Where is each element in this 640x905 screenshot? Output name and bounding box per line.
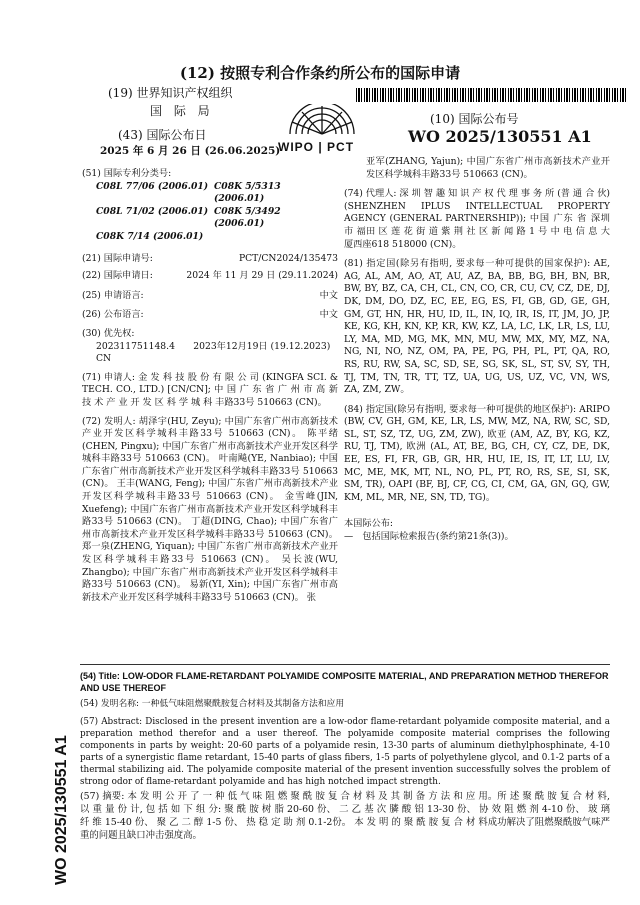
priority-label: (30) 优先权: (82, 327, 135, 339)
publication-number-value: WO 2025/130551 A1 (408, 127, 592, 146)
document-title: (12) 按照专利合作条约所公布的国际申请 (179, 64, 461, 82)
inventors: (72) 发明人: 胡泽宇(HU, Zeyu); 中国广东省广州市高新技术产业开发区科学城科丰路33号 510663 (CN)。 陈平绪(CHEN, Pingxu); 中国广东省广州市高新技术产业开发区科学城科丰路33号 510663 (CN)。 叶南飚(YE, Nanbiao); 中国广东省广州市高新技术产业开发区科学城科丰路33号 510663 (CN)。 王丰(WANG, Feng); 中国广东省广州市高新技术产业开发区科学城科丰路33号 510663 (CN)。 金雪峰(JIN, Xuefeng); 中国广东省广州市高新技术产业开发区科学城科丰路33号 510663 (CN)。 丁超(DING, Chao); 中国广东省广州市高新技术产业开发区科学城科丰路33号 510663 (CN)。 郑一泉(ZHENG, Yiquan); 中国广东省广州市高新技术产业开发区科学城科丰路33号 510663 (CN)。 吴长波(WU, Zhangbo); 中国广东省广州市高新技术产业开发区科学城科丰路33号 510663 (CN)。 易新(YI, Xin); 中国广东省广州市高新技术产业开发区科学城科丰路33号 510663 (CN)。 张 (82, 415, 338, 603)
side-publication-number-text: WO 2025/130551 A1 (53, 735, 70, 885)
abstract-english: (57) Abstract: Disclosed in the present invention are a low-odor flame-retardant polyamide composite material, and a preparation method therefor and a user thereof. The polyamide composite material comprises the following components in parts by weight: 20-60 parts of a polyamide resin, 13-30 parts of aluminum diethylphosphinate, 4-10 parts of a synergistic flame retardant, 15-40 parts of glass fibers, 1-5 parts of polyethylene glycol, and 0.1-2 parts of a thermal stabilizing aid. The polyamide composite material of the present invention successfully solves the problem of strong odor of flame-retardant polyamide and has high notched impact strength. (80, 717, 610, 787)
organization-name: (19) 世界知识产权组织 (108, 86, 233, 100)
application-number-label: (21) 国际申请号: (82, 252, 153, 264)
ipc-label: (51) 国际专利分类号: (82, 168, 172, 179)
filing-language-label: (25) 申请语言: (82, 289, 144, 301)
filing-language-row (82, 290, 338, 303)
filing-language-value: 中文 (319, 289, 338, 301)
publication-language-label: (26) 公布语言: (82, 309, 144, 321)
ipc-code: C08K 5/5313 (2006.01) (214, 180, 281, 205)
ipc-code: C08K 5/3492 (2006.01) (214, 205, 281, 230)
publication-language-row (82, 309, 338, 322)
applicant: (71) 申请人: 金 发 科 技 股 份 有 限 公 司 (KINGFA SCI. & TECH. CO., LTD.) [CN/CN]; 中 国 广 东 省 广 州 市 高 新 技 术 产 业 开 发 区 科 学 城 科 丰路33号 510663 (CN)。 (82, 371, 338, 408)
wipo-pct-logo-text: WIPO | PCT (278, 140, 355, 154)
priority-value: 202311751148.4 2023年12月19日 (19.12.2023) CN (96, 340, 331, 365)
filing-date-row (82, 270, 338, 283)
published-item: — 包括国际检索报告(条约第21条(3))。 (344, 531, 514, 543)
designated-states-national: (81) 指定国(除另有指明, 要求每一种可提供的国家保护): AE, AG, AL, AM, AO, AT, AU, AZ, BA, BB, BG, BH, BN, BR, BW, BY, BZ, CA, CH, CL, CN, CO, CR, CU, CV, CZ, DE, DJ, DK, DM, DO, DZ, EC, EE, EG, ES, FI, GB, GD, GE, GH, GM, GT, HN, HR, HU, ID, IL, IN, IQ, IR, IS, IT, JM, JO, JP, KE, KG, KH, KN, KP, KR, KW, KZ, LA, LC, LK, LR, LS, LU, LY, MA, MD, MG, MK, MN, MU, MW, MX, MY, MZ, NA, NG, NI, NO, NZ, OM, PA, PE, PG, PH, PL, PT, QA, RO, RS, RU, RW, SA, SC, SD, SE, SG, SK, SL, ST, SV, SY, TH, TJ, TM, TN, TR, TT, TZ, UA, UG, US, UZ, VC, VN, WS, ZA, ZM, ZW。 (344, 258, 610, 396)
agent: (74) 代理人: 深 圳 智 趣 知 识 产 权 代 理 事 务 所 (普 通 合 伙) (SHENZHEN IPLUS INTELLECTUAL PROPERTY AGENCY (GENERAL PARTNERSHIP)); 中国 广东 省 深圳 市 福田 区 莲 花 街 道 紫 荆 社 区 新 闻 路 1 号 中 电 信 息 大厦西座618 518000 (CN)。 (344, 188, 610, 250)
filing-date-label: (22) 国际申请日: (82, 270, 153, 282)
publication-number-label: (10) 国际公布号 (430, 112, 519, 126)
ipc-code: C08L 71/02 (2006.01) (96, 205, 209, 217)
ipc-code: C08K 7/14 (2006.01) (96, 230, 204, 242)
published-label: 本国际公布: (344, 518, 394, 530)
abstract-chinese: (57) 摘要: 本 发 明 公 开 了 一 种 低 气 味 阻 燃 聚 酰 胺 复 合 材 料 及 其 制 备 方 法 和 应 用。所 述 聚 酰 胺 复 合 材 料, 以 重 量 份 计, 包 括 如 下 组 分: 聚 酰 胺 树 脂 20-60 份、 二 乙 基 次 膦 酸 铝 13-30 份、 协 效 阻 燃 剂 4-10 份、 玻 璃 纤 维 15-40 份、 聚 乙 二 醇 1-5 份、 热 稳 定 助 剂 0.1-2份。 本 发 明 的 聚 酰 胺 复 合 材 料成功解决了阻燃聚酰胺气味严重的问题且缺口冲击强度高。 (80, 791, 610, 841)
section-divider (80, 664, 610, 665)
application-number-row (82, 253, 338, 266)
ipc-code: C08L 77/06 (2006.01) (96, 180, 209, 192)
filing-date-value: 2024 年 11 月 29 日 (29.11.2024) (186, 270, 338, 282)
publication-date-value: 2025 年 6 月 26 日 (26.06.2025) (100, 145, 281, 157)
title-english: (54) Title: LOW-ODOR FLAME-RETARDANT POLYAMIDE COMPOSITE MATERIAL, AND PREPARATION METHOD THEREFOR AND USE THEREOF (80, 671, 609, 693)
organization-subtitle: 国 际 局 (150, 104, 214, 118)
title-chinese: (54) 发明名称: 一种低气味阻燃聚酰胺复合材料及其制备方法和应用 (80, 699, 345, 709)
barcode (356, 88, 626, 102)
left-column (82, 168, 338, 604)
application-number-value: PCT/CN2024/135473 (238, 252, 338, 264)
designated-states-regional: (84) 指定国(除另有指明, 要求每一种可提供的地区保护): ARIPO (BW, CV, GH, GM, KE, LR, LS, MW, MZ, NA, RW, SC, SD, SL, ST, SZ, TZ, UG, ZM, ZW), 欧亚 (AM, AZ, BY, KG, KZ, RU, TJ, TM), 欧洲 (AL, AT, BE, BG, CH, CY, CZ, DE, DK, EE, ES, FI, FR, GB, GR, HR, HU, IE, IS, IT, LT, LU, LV, MC, ME, MK, MT, NL, NO, PL, PT, RO, RS, SE, SI, SK, SM, TR), OAPI (BF, BJ, CF, CG, CI, CM, GA, GN, GQ, GW, KM, ML, MR, NE, SN, TD, TG)。 (344, 403, 610, 503)
side-publication-number (42, 706, 72, 886)
publication-date-label: (43) 国际公布日 (118, 128, 207, 142)
right-column (344, 156, 610, 544)
inventor-continuation: 亚军(ZHANG, Yajun); 中国广东省广州市高新技术产业开发区科学城科丰路33号 510663 (CN)。 (366, 156, 610, 180)
publication-language-value: 中文 (319, 309, 338, 321)
ipc-list (82, 181, 338, 244)
